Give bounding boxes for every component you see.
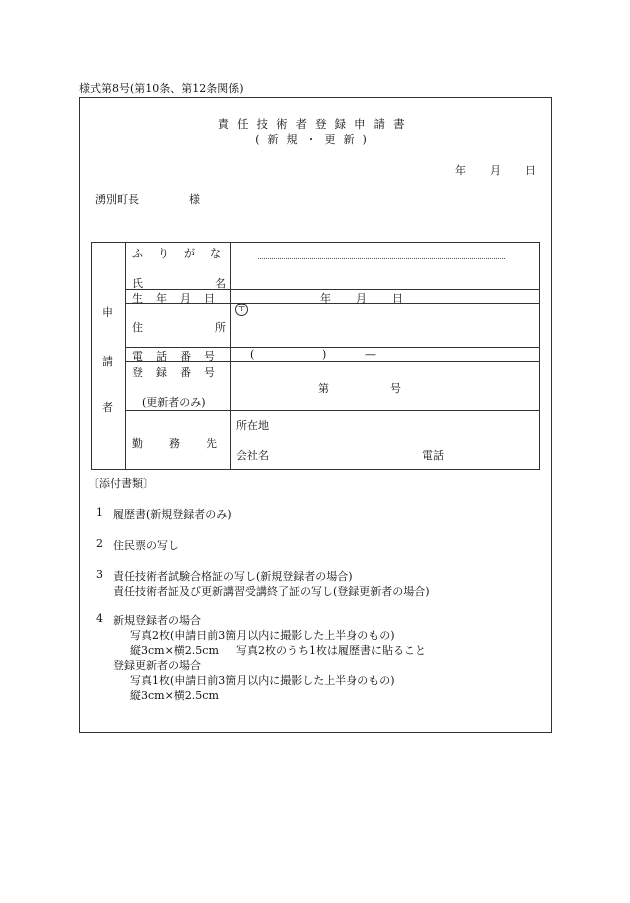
postal-mark-icon: 〒 (236, 304, 246, 314)
applicant-side-label-2: 請 (102, 355, 113, 368)
birthdate-label: 生年月日 (132, 292, 228, 305)
attachment-4-line2: 写真2枚(申請日前3箇月以内に撮影した上半身のもの) (130, 629, 395, 642)
application-day-label: 日 (525, 164, 536, 177)
birthdate-month-label: 月 (356, 292, 367, 305)
attachment-3-number: 3 (96, 568, 103, 581)
phone-label: 電話番号 (132, 350, 228, 363)
application-year-label: 年 (455, 164, 466, 177)
address-label: 住所 (132, 321, 298, 334)
applicant-side-label-3: 者 (102, 401, 113, 414)
form-title: 責任技術者登録申請書 (217, 117, 413, 131)
attachment-1-number: 1 (96, 506, 103, 519)
furigana-name-divider (258, 258, 505, 259)
attachment-4-line6: 縦3cm×横2.5cm (130, 689, 219, 702)
attachment-4-text: 新規登録者の場合 (113, 614, 201, 627)
form-number: 様式第8号(第10条、第12条関係) (79, 82, 244, 95)
furigana-label: ふりがな (132, 247, 236, 260)
attachment-4-line5: 写真1枚(申請日前3箇月以内に撮影した上半身のもの) (130, 674, 395, 687)
workplace-company-label: 会社名 (236, 449, 269, 462)
attachment-4-line4: 登録更新者の場合 (113, 659, 201, 672)
registration-label: 登録番号 (132, 366, 228, 379)
attachment-4-line3a: 縦3cm×横2.5cm (130, 644, 219, 657)
phone-close-paren: ) (322, 348, 327, 361)
workplace-label: 勤務先 (132, 437, 243, 450)
phone-dash: — (365, 348, 376, 361)
attachment-1-text: 履歴書(新規登録者のみ) (113, 508, 232, 521)
form-subtitle: (新規・更新) (255, 133, 375, 146)
registration-note: (更新者のみ) (142, 396, 206, 409)
birthdate-year-label: 年 (320, 292, 331, 305)
attachment-3-line2: 責任技術者証及び更新講習受講終了証の写し(登録更新者の場合) (113, 585, 430, 598)
applicant-side-label-1: 申 (102, 306, 113, 319)
registration-prefix: 第 (318, 382, 329, 395)
workplace-location-label: 所在地 (236, 419, 269, 432)
registration-suffix: 号 (390, 382, 401, 395)
addressee-name: 湧別町長 (95, 193, 139, 206)
phone-open-paren: ( (250, 348, 255, 361)
attachment-2-text: 住民票の写し (113, 539, 179, 552)
addressee-honorific: 様 (189, 193, 200, 206)
attachment-3-text: 責任技術者試験合格証の写し(新規登録者の場合) (113, 570, 353, 583)
attachment-4-number: 4 (96, 612, 103, 625)
attachments-heading: 〔添付書類〕 (88, 477, 154, 490)
name-label: 氏名 (132, 277, 298, 290)
attachment-4-line3b: 写真2枚のうち1枚は履歴書に貼ること (236, 644, 426, 657)
workplace-phone-label: 電話 (422, 449, 444, 462)
application-month-label: 月 (490, 164, 501, 177)
birthdate-day-label: 日 (392, 292, 403, 305)
attachment-2-number: 2 (96, 537, 103, 550)
